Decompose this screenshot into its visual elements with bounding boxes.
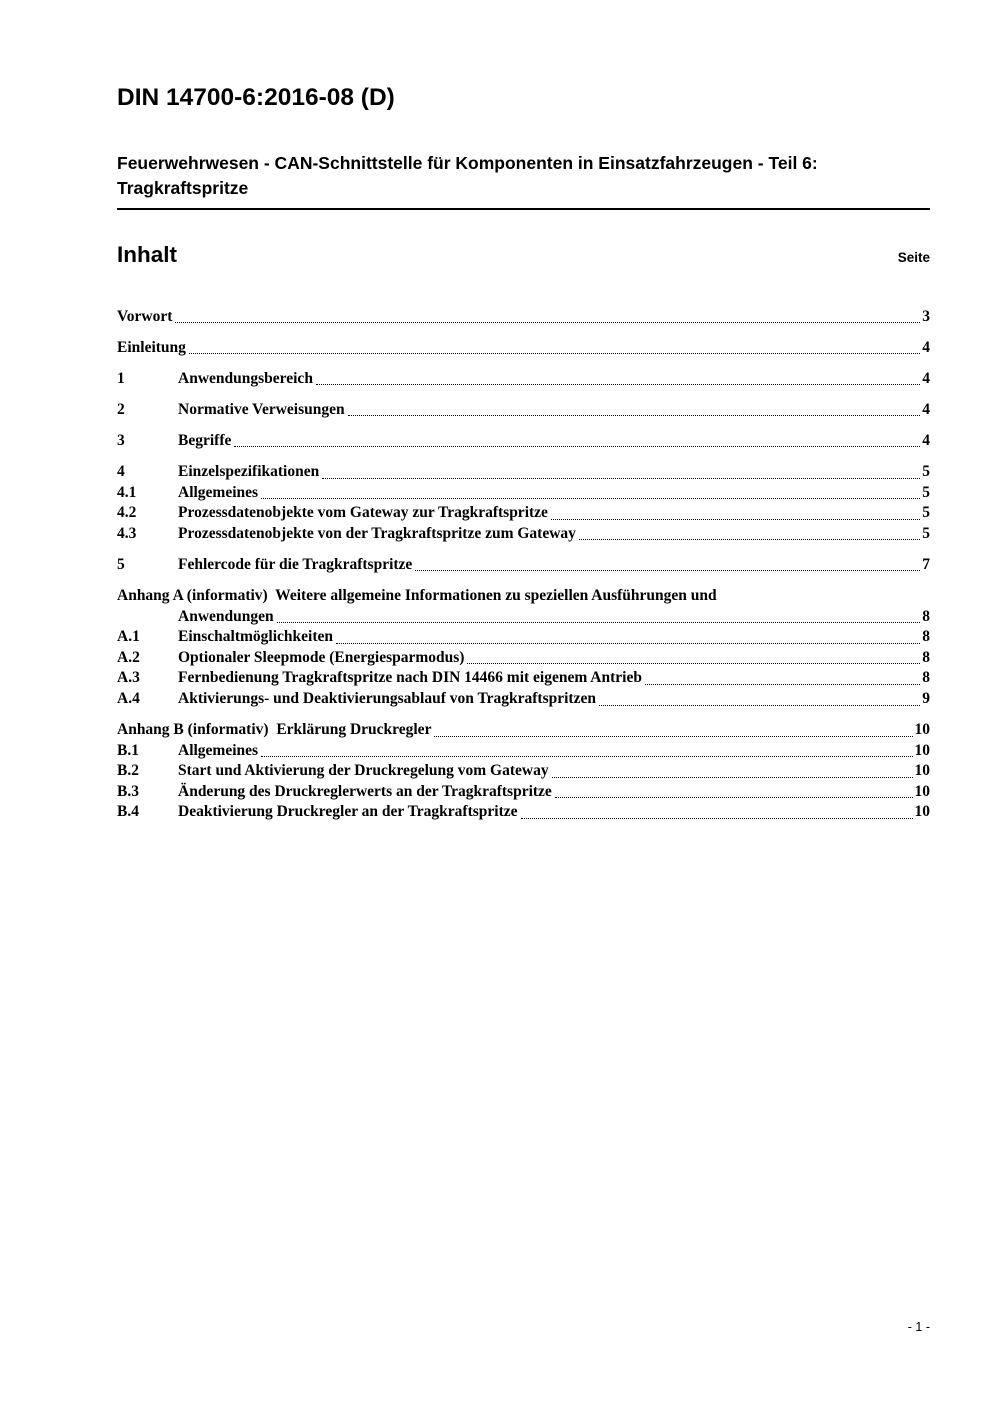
toc-entry[interactable] xyxy=(117,483,930,504)
toc-entry-page: 10 xyxy=(914,741,930,759)
toc-entry[interactable] xyxy=(117,524,930,545)
toc-entry-number: B.1 xyxy=(117,741,139,759)
toc-dot-leader xyxy=(434,736,912,737)
toc-entry-title: Prozessdatenobjekte vom Gateway zur Tragkraftspritze xyxy=(178,504,548,522)
toc-dot-leader xyxy=(189,353,920,354)
toc-entry-page: 4 xyxy=(922,369,930,387)
toc-entry-title: Anhang B (informativ) Erklärung Druckregler xyxy=(117,721,432,738)
toc-entry-number: A.3 xyxy=(117,669,140,687)
toc-entry-title: Aktivierungs- und Deaktivierungsablauf von Tragkraftspritzen xyxy=(178,689,596,707)
toc-entry[interactable] xyxy=(117,782,930,803)
toc-entry-title: Vorwort xyxy=(117,307,173,325)
toc-entry[interactable] xyxy=(117,555,930,576)
toc-dot-leader xyxy=(322,478,920,479)
toc-entry[interactable] xyxy=(117,648,930,669)
toc-entry[interactable] xyxy=(117,307,930,328)
toc-entry-page: 4 xyxy=(922,431,930,449)
toc-entry-title: Einzelspezifikationen xyxy=(178,462,320,480)
toc-dot-leader xyxy=(552,777,913,778)
toc-entry-number: 4.1 xyxy=(117,483,137,501)
toc-entry-page: 7 xyxy=(922,555,930,573)
toc-entry-number: 5 xyxy=(117,555,125,573)
toc-entry-number: 4 xyxy=(117,462,125,480)
toc-entry-page: 5 xyxy=(922,462,930,480)
toc-entry-page: 5 xyxy=(922,524,930,542)
toc-entry[interactable] xyxy=(117,627,930,648)
toc-dot-leader xyxy=(348,415,921,416)
toc-entry-number: 4.2 xyxy=(117,504,137,522)
toc-entry-page: 8 xyxy=(922,648,930,666)
toc-entry-number: B.4 xyxy=(117,803,139,821)
toc-entry-number: A.4 xyxy=(117,689,140,707)
toc-header xyxy=(117,242,930,268)
toc-entry-number: 3 xyxy=(117,431,125,449)
toc-entry-title: Anwendungen xyxy=(178,607,274,625)
toc-entry-continuation[interactable] xyxy=(117,607,930,628)
toc-entry-number: B.3 xyxy=(117,782,139,800)
toc-entry-number: 2 xyxy=(117,400,125,418)
toc-dot-leader xyxy=(579,539,920,540)
toc-dot-leader xyxy=(645,684,920,685)
toc-dot-leader xyxy=(551,519,920,520)
toc-entry-page: 8 xyxy=(922,669,930,687)
toc-entry-page: 8 xyxy=(922,628,930,646)
toc-dot-leader xyxy=(277,622,921,623)
document-subtitle: Feuerwehrwesen - CAN-Schnittstelle für Komponenten in Einsatzfahrzeugen - Teil 6: Tragkraftspritze xyxy=(117,151,930,210)
toc-dot-leader xyxy=(261,756,912,757)
toc-entry[interactable] xyxy=(117,689,930,710)
toc-entry-page: 10 xyxy=(914,782,930,800)
toc-dot-leader xyxy=(467,663,920,664)
toc-entry[interactable] xyxy=(117,668,930,689)
toc-entry-title: Einschaltmöglichkeiten xyxy=(178,628,334,646)
toc-dot-leader xyxy=(415,570,920,571)
toc-entry-page: 10 xyxy=(914,762,930,780)
toc-dot-leader xyxy=(234,446,920,447)
toc-entry[interactable] xyxy=(117,400,930,421)
toc-dot-leader xyxy=(336,643,920,644)
toc-entry-page: 9 xyxy=(922,689,930,707)
toc-entry-page: 5 xyxy=(922,483,930,501)
toc-entry-number: A.2 xyxy=(117,648,140,666)
toc-entry-title: Normative Verweisungen xyxy=(178,400,345,418)
toc-dot-leader xyxy=(261,498,920,499)
toc-dot-leader xyxy=(555,797,913,798)
toc-page-column-label: Seite xyxy=(897,250,930,265)
toc-heading: Inhalt xyxy=(117,242,177,267)
toc-entry-title: Fernbedienung Tragkraftspritze nach DIN 14466 mit eigenem Antrieb xyxy=(178,669,642,687)
document-title: DIN 14700-6:2016-08 (D) xyxy=(117,84,395,111)
toc-entry[interactable] xyxy=(117,741,930,762)
toc-entry-title: Einleitung xyxy=(117,338,186,356)
toc-entry[interactable] xyxy=(117,369,930,390)
toc-entry[interactable] xyxy=(117,720,930,741)
toc-entry-number: 1 xyxy=(117,369,125,387)
toc-entry-title: Prozessdatenobjekte von der Tragkraftspritze zum Gateway xyxy=(178,524,576,542)
toc-entry-page: 3 xyxy=(922,307,930,325)
toc-entry-page: 4 xyxy=(922,400,930,418)
footer-page-number: - 1 - xyxy=(907,1320,930,1334)
toc-entry[interactable] xyxy=(117,462,930,483)
toc-entry[interactable] xyxy=(117,761,930,782)
toc-entry-page: 10 xyxy=(914,803,930,821)
toc-entry-title: Allgemeines xyxy=(178,741,259,759)
toc-entry-title: Anhang A (informativ) Weitere allgemeine Informationen zu speziellen Ausführungen und xyxy=(117,586,717,604)
toc-entry-number: A.1 xyxy=(117,628,140,646)
toc-entry-page: 5 xyxy=(922,504,930,522)
toc-entry-title: Anwendungsbereich xyxy=(178,369,313,387)
toc-entry-number: 4.3 xyxy=(117,524,137,542)
toc-list xyxy=(117,296,930,823)
toc-entry[interactable] xyxy=(117,431,930,452)
toc-entry-title: Allgemeines xyxy=(178,483,259,501)
toc-entry-title: Start und Aktivierung der Druckregelung vom Gateway xyxy=(178,762,549,780)
toc-entry-title: Fehlercode für die Tragkraftspritze xyxy=(178,555,413,573)
toc-dot-leader xyxy=(175,322,920,323)
toc-entry-page: 4 xyxy=(922,338,930,356)
toc-entry-title: Begriffe xyxy=(178,431,232,449)
toc-dot-leader xyxy=(599,705,920,706)
toc-entry[interactable] xyxy=(117,503,930,524)
toc-entry[interactable] xyxy=(117,802,930,823)
toc-entry[interactable] xyxy=(117,586,930,607)
toc-entry[interactable] xyxy=(117,338,930,359)
toc-entry-title: Optionaler Sleepmode (Energiesparmodus) xyxy=(178,648,465,666)
toc-entry-title: Deaktivierung Druckregler an der Tragkraftspritze xyxy=(178,803,518,821)
toc-entry-number: B.2 xyxy=(117,762,139,780)
toc-entry-title: Änderung des Druckreglerwerts an der Tragkraftspritze xyxy=(178,782,552,800)
toc-dot-leader xyxy=(521,818,913,819)
toc-dot-leader xyxy=(316,384,920,385)
toc-entry-page: 8 xyxy=(922,607,930,625)
toc-entry-page: 10 xyxy=(914,721,930,738)
